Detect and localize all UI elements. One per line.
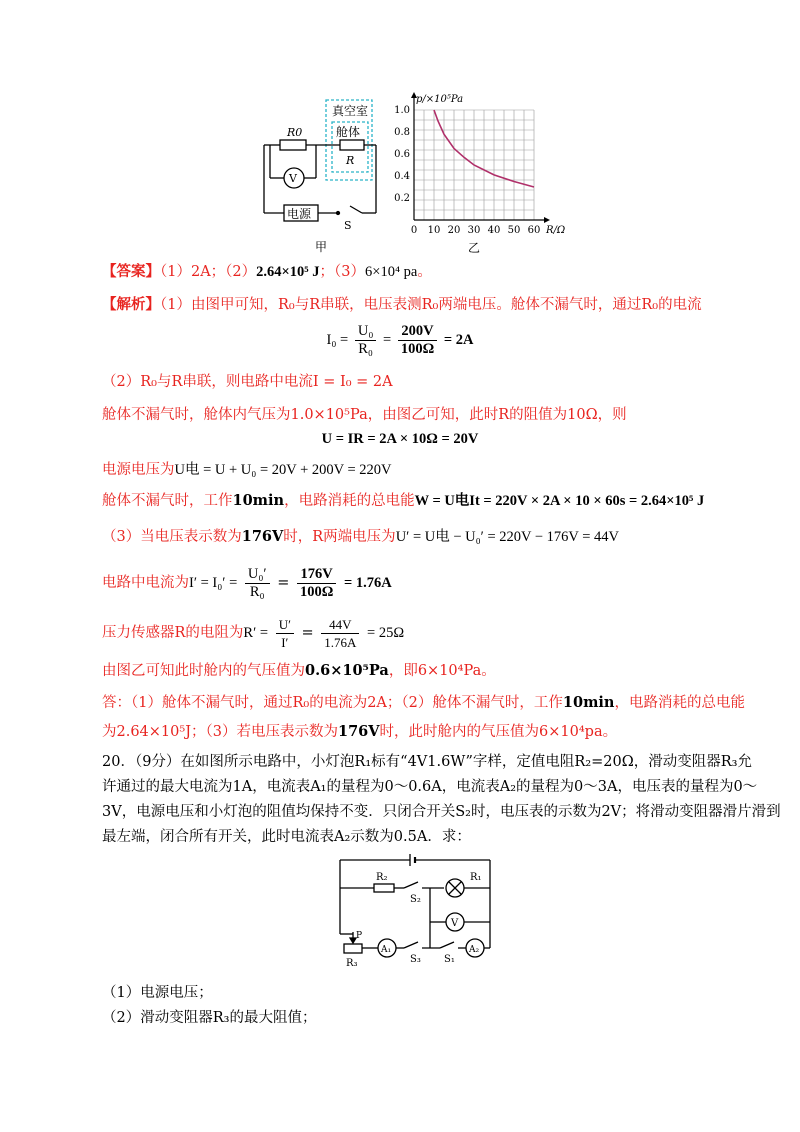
- l10b: 10min: [562, 694, 615, 711]
- l7num2: 176V: [297, 566, 336, 584]
- eq1-num2: 200V: [398, 323, 437, 341]
- x-tick-label: 50: [507, 225, 521, 236]
- l8eq: =: [301, 625, 314, 641]
- analysis-line-9: [102, 661, 496, 681]
- eq1-den1: R₀: [358, 341, 373, 357]
- equation-1: [0, 323, 800, 358]
- caption-jia: 甲: [315, 240, 328, 254]
- l8den: I′: [281, 634, 289, 650]
- analysis-line-7: [102, 565, 392, 601]
- eq1-right: = 2A: [443, 331, 474, 348]
- pressure-resistance-chart: [392, 92, 572, 257]
- circuit-diagram-jia: [258, 96, 388, 256]
- switch-label: S: [344, 219, 352, 232]
- l6a: （3）当电压表示数为: [102, 529, 242, 545]
- l7den: R₀: [249, 583, 265, 600]
- cabin-label: 舱体: [336, 125, 361, 139]
- r0-label: R0: [287, 126, 303, 139]
- l8den2: 1.76A: [324, 634, 357, 650]
- eq1-den2: 100Ω: [400, 341, 435, 357]
- y-tick-label: 0.2: [394, 193, 410, 204]
- analysis-line-3: 舱体不漏气时，舱体内气压为1.0×10⁵Pa，由图乙可知，此时R的阻值为10Ω，则: [102, 407, 627, 423]
- y-tick-label: 0.4: [394, 171, 410, 182]
- l9a: 由图乙可知此时舱内的气压值为: [102, 663, 305, 679]
- x-tick-label: 0: [410, 225, 418, 236]
- analysis-line-11: [102, 722, 617, 742]
- eq1-left: I₀ =: [326, 331, 349, 348]
- q20-sub2: （2）滑动变阻器R₃的最大阻值；: [102, 1010, 317, 1026]
- l6d: U′ = U电 − U₀′ = 220V − 176V = 44V: [395, 529, 620, 545]
- q20-s3-label: S₃: [410, 954, 421, 965]
- l8c: = 25Ω: [367, 625, 405, 641]
- analysis-line-10: [102, 693, 745, 713]
- y-tick-label: 0.8: [394, 127, 410, 138]
- q20-r1-label: R₁: [470, 872, 482, 883]
- analysis-line-1: [102, 295, 702, 315]
- analysis-line-8: [102, 615, 404, 651]
- l4a: 电源电压为: [102, 462, 175, 478]
- q20-line-1: 20．（9分）在如图所示电路中，小灯泡R₁标有“4V1.6W”字样，定值电阻R₂=20Ω，滑动变阻器R₃允: [102, 754, 752, 770]
- q20-line-4: 最左端，闭合所有开关，此时电流表A₂示数为0.5A．求：: [102, 829, 471, 845]
- l7den2: 100Ω: [299, 583, 334, 600]
- x-axis-label: R/Ω: [546, 225, 566, 236]
- l8num2: 44V: [321, 616, 359, 634]
- q20-line-2: 许通过的最大电流为1A，电流表A₁的量程为0～0.6A，电流表A₂的量程为0～3A，电压表的量程为0～: [102, 779, 758, 795]
- l9c: ，即6×10⁴Pa。: [388, 663, 496, 679]
- q20-r3-label: R₃: [346, 958, 358, 969]
- equation-2: U = IR = 2A × 10Ω = 20V: [321, 431, 479, 447]
- y-tick-label: 0.6: [394, 149, 410, 160]
- answer-part2: 2.64×10⁵ J: [256, 264, 320, 280]
- y-tick-label: 1.0: [394, 105, 410, 116]
- q20-p-label: P: [356, 931, 363, 941]
- l5d: W = U电It = 220V × 2A × 10 × 60s = 2.64×10⁵ J: [414, 493, 705, 509]
- l8b: R′ =: [243, 625, 269, 641]
- v-label: V: [289, 172, 297, 185]
- analysis-line-4: [102, 460, 392, 480]
- q20-s1-label: S₁: [444, 954, 455, 965]
- l11c: 时，此时舱内的气压值为6×10⁴pa。: [379, 724, 618, 740]
- l10: 答：（1）舱体不漏气时，通过R₀的电流为2A；（2）舱体不漏气时，工作: [102, 695, 563, 711]
- l7num: U₀′: [245, 566, 270, 584]
- l5b: 10min: [232, 492, 285, 509]
- l7c: = 1.76A: [343, 575, 392, 591]
- x-tick-label: 60: [527, 225, 541, 236]
- x-tick-label: 30: [467, 225, 481, 236]
- analysis-line-5: [102, 491, 704, 511]
- x-tick-label: 40: [487, 225, 501, 236]
- eq1-eq: =: [383, 331, 392, 348]
- x-tick-label: 20: [447, 225, 461, 236]
- eq1-num1: U₀: [355, 323, 377, 341]
- l5a: 舱体不漏气时，工作: [102, 493, 233, 509]
- l4b: U电 = U + U₀ = 20V + 200V = 220V: [174, 462, 392, 478]
- answer-part1: （1）2A；（2）: [160, 264, 257, 280]
- q20-sub1: （1）电源电压；: [102, 985, 213, 1001]
- answer-line: [102, 262, 432, 282]
- answer-part5: 。: [417, 264, 432, 280]
- l9b: 0.6×10⁵Pa: [305, 662, 389, 679]
- q20-a2-label: A₂: [469, 945, 480, 955]
- x-axis-arrow: [544, 217, 550, 223]
- answer-tag: 【答案】: [102, 263, 160, 280]
- vacuum-label: 真空室: [332, 104, 369, 118]
- l11b: 176V: [338, 723, 380, 740]
- q20-v-label: V: [451, 918, 459, 929]
- analysis-line-6: [102, 527, 619, 547]
- x-tick-label: 10: [427, 225, 441, 236]
- answer-part4: 6×10⁴ pa: [365, 264, 418, 280]
- l8a: 压力传感器R的电阻为: [102, 625, 244, 641]
- q20-s2-label: S₂: [410, 894, 421, 905]
- r-label: R: [346, 154, 355, 167]
- y-axis-label: p/×10⁵Pa: [416, 94, 464, 105]
- l8num: U′: [276, 616, 294, 634]
- analysis-tag: 【解析】: [102, 296, 160, 313]
- l7b: I′ = I₀′ =: [189, 575, 238, 591]
- q20-line-3: 3V，电源电压和小灯泡的阻值均保持不变．只闭合开关S₂时，电压表的示数为2V；将滑动变阻器滑片滑到: [102, 804, 781, 820]
- source-label: 电源: [287, 207, 312, 221]
- circuit-diagram-q20: [330, 852, 500, 972]
- analysis-line-2: （2）R₀与R串联，则电路中电流I = I₀ = 2A: [102, 374, 393, 390]
- l7a: 电路中电流为: [102, 575, 189, 591]
- answer-part3: ；（3）: [319, 264, 366, 280]
- q20-a1-label: A₁: [381, 945, 392, 955]
- analysis-text-1: （1）由图甲可知，R₀与R串联，电压表测R₀两端电压。舱体不漏气时，通过R₀的电流: [160, 297, 702, 313]
- l6c: 时，R两端电压为: [283, 529, 396, 545]
- l7eq: =: [277, 575, 290, 591]
- l11a: 为2.64×10⁵J；（3）若电压表示数为: [102, 724, 338, 740]
- l5c: ，电路消耗的总电能: [284, 493, 415, 509]
- caption-yi: 乙: [467, 241, 481, 255]
- l6b: 176V: [241, 528, 284, 545]
- l10c: ，电路消耗的总电能: [614, 695, 745, 711]
- q20-r2-label: R₂: [376, 872, 388, 883]
